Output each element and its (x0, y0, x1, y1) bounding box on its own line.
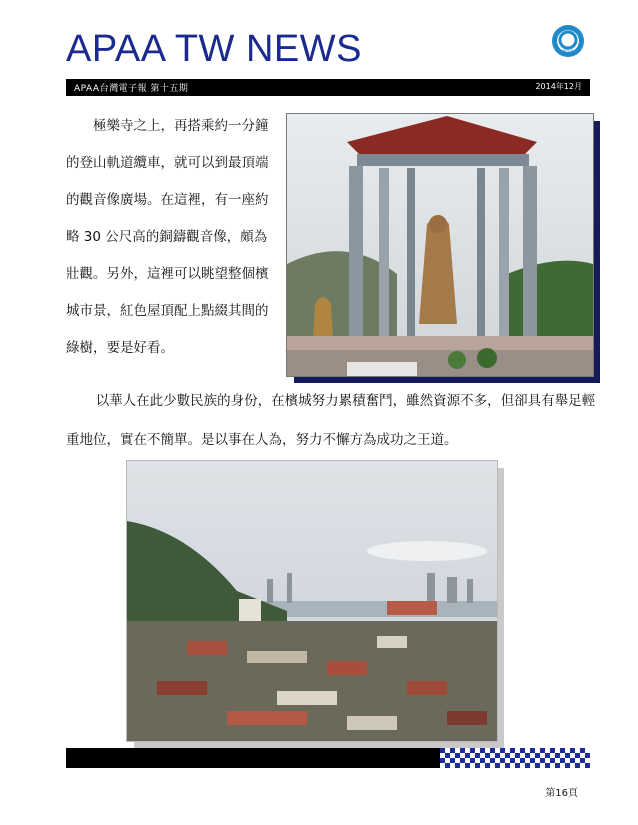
checker-cell (575, 763, 580, 768)
issue-label: APAA台灣電子報 第十五期 (74, 84, 189, 94)
checker-cell (555, 763, 560, 768)
checker-cell (480, 748, 485, 753)
checker-cell (495, 763, 500, 768)
checker-cell (535, 753, 540, 758)
checker-cell (445, 763, 450, 768)
checker-cell (515, 753, 520, 758)
apaa-logo-icon (551, 24, 585, 58)
checker-cell (495, 753, 500, 758)
checker-cell (510, 748, 515, 753)
checker-cell (475, 753, 480, 758)
checker-cell (520, 758, 525, 763)
logo-text: APAA (562, 48, 574, 53)
checker-cell (440, 748, 445, 753)
checker-cell (525, 753, 530, 758)
checker-pattern (440, 748, 590, 768)
checker-cell (565, 763, 570, 768)
checker-cell (490, 758, 495, 763)
masthead-title: APAA TW NEWS (66, 28, 362, 70)
article-paragraph-2: 以華人在此少數民族的身份，在檳城努力累積奮鬥，雖然資源不多，但卻具有舉足輕重地位，實在不簡單。是以事在人為，努力不懈方為成功之王道。 (66, 393, 596, 448)
penang-city-view-photo (126, 460, 498, 742)
checker-cell (520, 748, 525, 753)
checker-cell (460, 748, 465, 753)
checker-cell (500, 748, 505, 753)
checker-cell (455, 753, 460, 758)
checker-cell (485, 763, 490, 768)
footer-bar (66, 748, 440, 768)
checker-cell (550, 748, 555, 753)
checker-cell (465, 753, 470, 758)
checker-cell (540, 758, 545, 763)
checker-cell (585, 753, 590, 758)
checker-cell (450, 758, 455, 763)
checker-cell (555, 753, 560, 758)
checker-cell (490, 748, 495, 753)
checker-cell (505, 753, 510, 758)
checker-cell (465, 763, 470, 768)
checker-cell (510, 758, 515, 763)
checker-cell (585, 763, 590, 768)
page-number: 第16頁 (545, 788, 578, 799)
checker-cell (545, 753, 550, 758)
checker-cell (525, 763, 530, 768)
checker-cell (540, 748, 545, 753)
checker-cell (470, 758, 475, 763)
header-bar (66, 79, 590, 96)
checker-cell (570, 758, 575, 763)
checker-cell (440, 758, 445, 763)
checker-cell (475, 763, 480, 768)
checker-cell (530, 748, 535, 753)
checker-cell (455, 763, 460, 768)
checker-cell (560, 748, 565, 753)
guanyin-statue-photo (286, 113, 594, 377)
checker-cell (470, 748, 475, 753)
checker-cell (515, 763, 520, 768)
checker-cell (570, 748, 575, 753)
checker-cell (560, 758, 565, 763)
checker-cell (545, 763, 550, 768)
checker-cell (530, 758, 535, 763)
issue-date: 2014年12月 (535, 82, 582, 91)
checker-cell (505, 763, 510, 768)
checker-cell (580, 748, 585, 753)
checker-cell (535, 763, 540, 768)
checker-cell (460, 758, 465, 763)
checker-cell (500, 758, 505, 763)
checker-cell (485, 753, 490, 758)
checker-cell (580, 758, 585, 763)
checker-cell (565, 753, 570, 758)
checker-cell (480, 758, 485, 763)
checker-cell (445, 753, 450, 758)
article-paragraph-1: 極樂寺之上，再搭乘約一分鐘的登山軌道纜車，就可以到最頂端的觀音像廣場。在這裡，有一座約略 30 公尺高的銅鑄觀音像，頗為壯觀。另外，這裡可以眺望整個檳城市景，紅色屋頂配上點綴其間的綠樹，要是好看。 (66, 118, 269, 356)
checker-cell (550, 758, 555, 763)
checker-cell (450, 748, 455, 753)
checker-cell (575, 753, 580, 758)
